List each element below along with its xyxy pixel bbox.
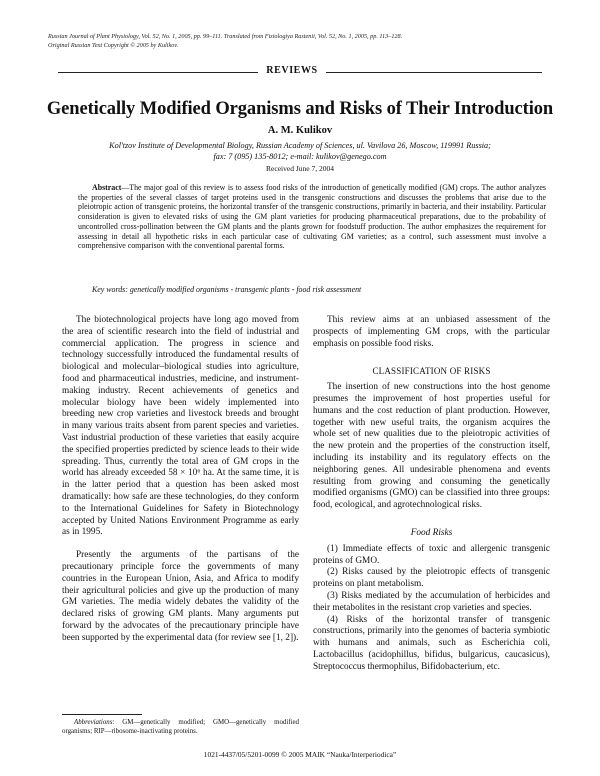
left-column xyxy=(62,315,299,645)
body-paragraph: The insertion of new constructions into the host genome presumes the improvement of host properties useful for humans and the cost reduction of plant production. However, together with new useful traits, the organism acquires the whole set of new qualities due to the pleiotropic activities of the new protein and the properties of the construction itself, including its instability and its regulatory effects on the neighboring genes. All undesirable phenomena and events resulting from growing and consuming the genetically modified organisms (GMO) can be classified into three groups: food, ecological, and agrotechnological risks. xyxy=(313,382,550,511)
risk-item: (3) Risks mediated by the accumulation of herbicides and their metabolites in the resistant crop varieties and species. xyxy=(313,590,550,613)
footnote-text: : GM—genetically modified; GMO—genetically modified organisms; RIP—ribosome-inactivating proteins. xyxy=(62,719,299,735)
affiliation-line-2: fax: 7 (095) 135-8012; e-mail: kulikov@genego.com xyxy=(213,152,387,161)
risk-item: (2) Risks caused by the pleiotropic effects of transgenic proteins on plant metabolism. xyxy=(313,567,550,590)
section-label: REVIEWS xyxy=(266,65,318,76)
subsection-heading: Food Risks xyxy=(410,527,453,538)
abstract xyxy=(78,183,546,251)
risk-item: (1) Immediate effects of toxic and allergenic transgenic proteins of GMO. xyxy=(313,543,550,566)
abstract-text: —The major goal of this review is to assess food risks of the introduction of genetically modified (GM) crops. The author analyzes the properties of the several classes of target proteins used in the transgenic constructions and discusses the problems that arise due to the pleiotropic action of transgenic proteins, the horizontal transfer of the transgenic constructions, primarily in bacteria, and their instability. Particular consideration is given to elevated risks of using the GM plant varieties for producing pharmaceutical preparations, due to the probability of uncontrolled cross-pollination between the GM plants and the plants grown for foodstuff production. The author emphasizes the requirement for assessing in detail all hypothetic risks in each particular case of cultivating GM varieties; as a control, such assessment must involve a comprehensive comparison with the conventional parental forms. xyxy=(78,183,546,251)
footnote-label: Abbreviations xyxy=(74,719,113,726)
risk-item: (4) Risks of the horizontal transfer of transgenic constructions, primarily into the genomes of bacteria symbiotic with humans and animals, such as Escherichia coli, Lactobacillus (acidophillus, bifidus, bulgaricus, caucasicus), Streptococcus thermophilus, Bifidobacterium, etc. xyxy=(313,614,550,672)
page-footer: 1021-4437/05/5201-0099 © 2005 MAIK “Nauka/Interperiodica” xyxy=(203,750,397,759)
section-rule-right xyxy=(326,72,542,73)
article-title: Genetically Modified Organisms and Risks of Their Introduction xyxy=(46,99,554,119)
journal-citation xyxy=(48,33,558,50)
keywords: Key words: genetically modified organisms - transgenic plants - food risk assessment xyxy=(92,285,362,294)
author-affiliation xyxy=(60,140,540,162)
section-heading: CLASSIFICATION OF RISKS xyxy=(372,366,491,377)
section-rule-left xyxy=(58,72,258,73)
affiliation-line-1: Kol'tzov Institute of Developmental Biology, Russian Academy of Sciences, ul. Vavilova 26, Moscow, 119991 Russia; xyxy=(109,141,491,150)
abstract-label: Abstract xyxy=(92,183,122,192)
journal-citation-line-1: Russian Journal of Plant Physiology, Vol. 52, No. 1, 2005, pp. 99–111. Translated from Fiziologiya Rastenii, Vol. 52, No. 1, 2005, pp. 113–128. xyxy=(48,33,403,40)
right-column xyxy=(313,315,550,674)
footnote-rule xyxy=(62,714,142,715)
footnote xyxy=(62,719,299,736)
journal-citation-line-2: Original Russian Text Copyright © 2005 by Kulikov. xyxy=(48,41,179,49)
body-paragraph: Presently the arguments of the partisans of the precautionary principle force the governments of many countries in the European Union, Asia, and Africa to modify their agricultural policies and give up the production of many GM varieties. The media widely debates the validity of the declared risks of growing GM plants. Many arguments put forward by the advocates of the precautionary principle have been supported by the experimental data (for review see [1, 2]). xyxy=(62,550,299,643)
body-paragraph: The biotechnological projects have long ago moved from the area of scientific research into the field of industrial and commercial application. The progress in science and technology successfully introduced the fundamental results of biological and molecular–biological studies into agriculture, food and pharmaceutical industries, medicine, and instrument-making industry. Recent achievements of genetics and molecular biology have been widely implemented into breeding new crop varieties and livestock breeds and brought in many various traits absent from parent species and varieties. Vast industrial production of these varieties that easily acquire the specified properties predicted by science leads to their wide spreading. Thus, currently the total area of GM crops in the world has already exceeded 58 × 10⁶ ha. At the same time, it is in the latter period that a question has been asked most dramatically: how safe are these technologies, do they conform to the International Guidelines for Safety in Biotechnology accepted by United Nations Environment Programme as early as in 1995. xyxy=(62,315,299,538)
intro-paragraph: This review aims at an unbiased assessment of the prospects of implementing GM crops, with the particular emphasis on possible food risks. xyxy=(313,315,550,349)
author-name: A. M. Kulikov xyxy=(267,125,333,136)
received-date: Received June 7, 2004 xyxy=(266,164,334,173)
